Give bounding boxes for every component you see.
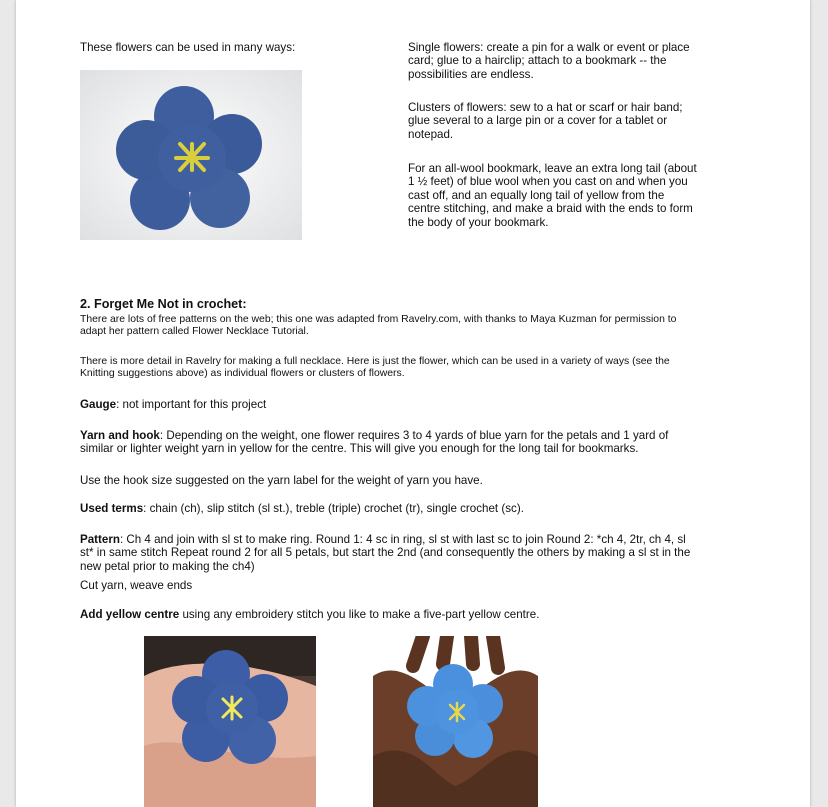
- crochet-flower-light-hand-photo: [144, 636, 316, 807]
- intro-single-flowers: Single flowers: create a pin for a walk or event or place card; glue to a hairclip; attach to a bookmark -- the possibilities are endless.: [408, 41, 690, 81]
- yarn-paragraph: [80, 429, 692, 456]
- gauge-text: : not important for this project: [116, 398, 267, 411]
- centre-line: [80, 608, 740, 621]
- intro-clusters: Clusters of flowers: sew to a hat or scarf or hair band; glue several to a large pin or a cover for a tablet or notepad.: [408, 101, 683, 141]
- centre-label: Add yellow centre: [80, 608, 180, 621]
- intro-lead: These flowers can be used in many ways:: [80, 41, 296, 54]
- pattern-paragraph: [80, 533, 692, 573]
- section-heading: 2. Forget Me Not in crochet:: [80, 297, 247, 311]
- document-page: [16, 0, 810, 807]
- gauge-label: Gauge: [80, 398, 117, 411]
- yarn-hook-line: Use the hook size suggested on the yarn label for the weight of yarn you have.: [80, 474, 483, 487]
- knitted-flower-photo: [80, 70, 302, 240]
- section-para-2: There is more detail in Ravelry for making a full necklace. Here is just the flower, which can be used in a variety of ways (see the Knitting suggestions above) as individual flowers or clusters of flowers.: [80, 356, 670, 380]
- centre-text: using any embroidery stitch you like to make a five-part yellow centre.: [179, 608, 540, 621]
- intro-bookmark: For an all-wool bookmark, leave an extra long tail (about 1 ½ feet) of blue wool when you cast on and when you cast off, and an equally long tail of yellow from the centre stitching, and make a braid with the ends to form the body of your bookmark.: [408, 162, 697, 229]
- pattern-text: : Ch 4 and join with sl st to make ring. Round 1: 4 sc in ring, sl st with last sc to join Round 2: *ch 4, 2tr, ch 4, sl st* in same stitch Repeat round 2 for all 5 petals, but start the 2nd (and consequently the others by making a sl st in the new petal prior to making the ch4): [80, 533, 691, 573]
- section-para-1: There are lots of free patterns on the web; this one was adapted from Ravelry.com, with thanks to Maya Kuzman for permission to adapt her pattern called Flower Necklace Tutorial.: [80, 314, 677, 338]
- terms-line: [80, 502, 740, 515]
- yarn-text: : Depending on the weight, one flower requires 3 to 4 yards of blue yarn for the petals and 1 yard of similar or lighter weight yarn in yellow for the centre. This will give you enough for the long tail for bookmarks.: [80, 429, 669, 456]
- yarn-label: Yarn and hook: [80, 429, 160, 442]
- pattern-label: Pattern: [80, 533, 120, 546]
- pattern-cut-line: Cut yarn, weave ends: [80, 579, 193, 592]
- crochet-flower-dark-hands-photo: [373, 636, 538, 807]
- terms-text: : chain (ch), slip stitch (sl st.), treble (triple) crochet (tr), single crochet (sc).: [143, 502, 524, 515]
- terms-label: Used terms: [80, 502, 144, 515]
- gauge-line: [80, 398, 740, 411]
